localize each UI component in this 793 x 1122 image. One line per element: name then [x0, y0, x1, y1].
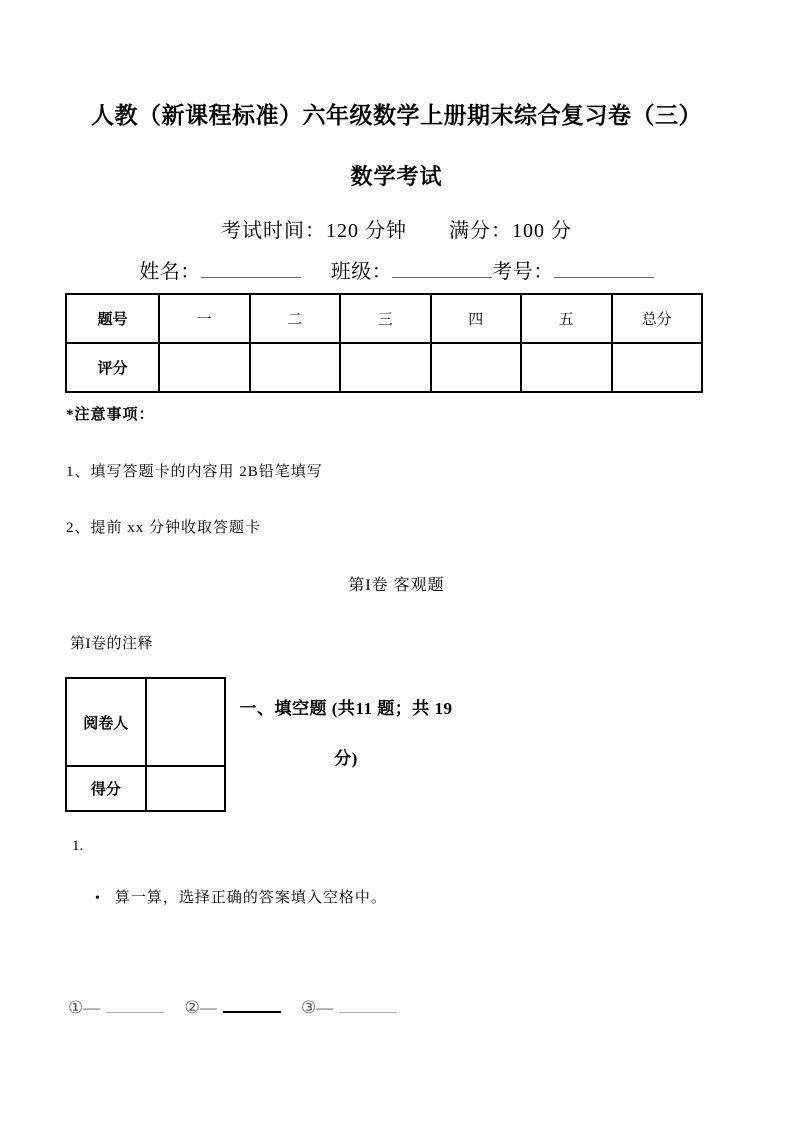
circled-1-label: ①—: [68, 998, 101, 1017]
score-label-cell: 得分: [66, 766, 146, 811]
score-table-header-cell: 总分: [612, 294, 703, 343]
score-empty-cell: [146, 766, 226, 811]
score-row-label-cell: 评分: [66, 343, 159, 392]
name-label: 姓名：: [139, 261, 201, 283]
question1-number: 1.: [72, 838, 84, 854]
question1-answer-blanks: [68, 995, 413, 1018]
answer-blank-item: [68, 998, 164, 1017]
bullet-marker: •: [95, 891, 101, 906]
score-table-empty-cell: [612, 343, 703, 392]
score-table-header-row: [66, 294, 702, 343]
question1-prompt: 算一算，选择正确的答案填入空格中。: [114, 890, 387, 906]
score-table-score-row: [66, 343, 702, 392]
note-item: 2、提前 xx 分钟收取答题卡: [66, 520, 262, 536]
class-blank-line: [392, 257, 492, 278]
score-summary-table: [65, 293, 703, 393]
student-info-line: [0, 255, 793, 284]
question1-prompt-row: [95, 886, 387, 907]
score-table-header-cell: 四: [431, 294, 522, 343]
notes-heading: *注意事项：: [66, 407, 155, 423]
score-table-header-cell: 三: [340, 294, 431, 343]
exam-info-line: [0, 214, 793, 243]
score-table-empty-cell: [431, 343, 522, 392]
grader-score-box: [65, 677, 226, 812]
score-table-empty-cell: [250, 343, 341, 392]
answer-blank-item: [301, 998, 397, 1017]
name-blank-line: [201, 257, 301, 278]
circled-2-label: ②—: [184, 998, 217, 1017]
full-score-label: 满分：100 分: [449, 220, 572, 242]
score-table-corner-cell: 题号: [66, 294, 159, 343]
part1-section-heading: 一、填空题 (共11 题；共 19分): [239, 699, 453, 768]
score-table-header-cell: 五: [521, 294, 612, 343]
page-title: 人教（新课程标准）六年级数学上册期末综合复习卷（三）: [91, 103, 702, 128]
answer-blank-item: [185, 998, 281, 1017]
reviewer-empty-cell: [146, 678, 226, 766]
volume1-title: 第I卷 客观题: [348, 577, 445, 594]
answer-blank-line-2: [223, 995, 281, 1013]
answer-blank-line-3: [339, 996, 397, 1013]
circled-3-label: ③—: [301, 998, 334, 1017]
score-row: [66, 766, 225, 811]
exam-time-label: 考试时间：120 分钟: [221, 220, 407, 242]
exam-number-blank-line: [554, 257, 654, 278]
answer-blank-line-1: [106, 996, 164, 1013]
reviewer-row: [66, 678, 225, 766]
class-label: 班级：: [330, 261, 393, 283]
note-item: 1、填写答题卡的内容用 2B铅笔填写: [66, 464, 323, 480]
exam-subtitle: 数学考试: [350, 164, 443, 189]
volume1-note: 第I卷的注释: [70, 636, 153, 652]
score-table-empty-cell: [340, 343, 431, 392]
score-table-empty-cell: [159, 343, 250, 392]
exam-number-label: 考号：: [492, 261, 554, 283]
score-table-empty-cell: [521, 343, 612, 392]
reviewer-label-cell: 阅卷人: [66, 678, 146, 766]
score-table-header-cell: 二: [250, 294, 341, 343]
score-table-header-cell: 一: [159, 294, 250, 343]
